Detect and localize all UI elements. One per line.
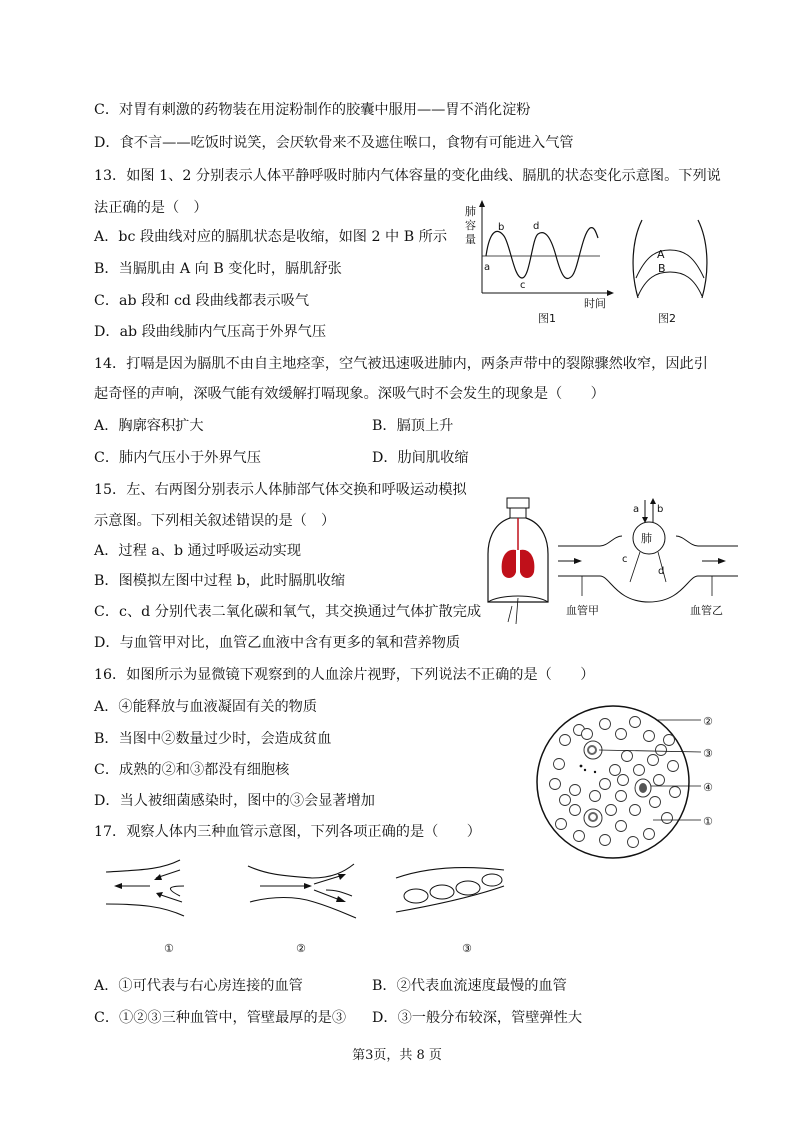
page-footer: 第3页，共 8 页	[352, 1048, 442, 1063]
question-13-stem: 13．如图 1、2 分别表示人体平静呼吸时肺内气体容量的变化曲线、膈肌的状态变化示意图。下列说	[94, 168, 721, 184]
q14-option-c: C．肺内气压小于外界气压	[94, 450, 261, 466]
red-blood-cell	[628, 837, 639, 848]
red-blood-cell	[616, 791, 627, 802]
question-17-stem: 17．观察人体内三种血管示意图，下列各项正确的是（ ）	[94, 824, 481, 840]
platelet	[580, 765, 583, 768]
diaphragm-state-a	[636, 250, 704, 278]
red-blood-cell	[554, 759, 565, 770]
red-blood-cell	[644, 731, 655, 742]
red-blood-cell	[670, 787, 681, 798]
red-blood-cell	[570, 805, 581, 816]
figure-16	[535, 700, 725, 865]
fig13-ylabel-2: 容	[465, 219, 476, 232]
figure-15	[480, 492, 740, 632]
red-blood-cell	[644, 829, 655, 840]
fig13-ylabel-1: 肺	[465, 205, 476, 218]
point-d-label: d	[533, 221, 540, 232]
lung-label: 肺	[641, 532, 652, 545]
red-blood-cell	[618, 775, 629, 786]
red-blood-cell	[630, 805, 641, 816]
vessel-label-1: ①	[164, 942, 174, 955]
red-blood-cell	[664, 735, 675, 746]
red-blood-cell	[600, 835, 611, 846]
thorax-outline	[633, 220, 707, 298]
q13-option-b: B．当膈肌由 A 向 B 变化时，膈肌舒张	[94, 261, 342, 277]
q14-option-d: D．肋间肌收缩	[372, 450, 469, 466]
q15-option-d: D．与血管甲对比，血管乙血液中含有更多的氧和营养物质	[94, 635, 461, 651]
vessel-3	[396, 868, 504, 912]
red-blood-cell	[590, 791, 601, 802]
point-a-label: a	[484, 262, 491, 273]
q14-option-b: B．膈顶上升	[372, 418, 454, 434]
q13-option-a: A．bc 段曲线对应的膈肌状态是收缩，如图 2 中 B 所示	[94, 229, 448, 245]
red-blood-cell	[648, 755, 659, 766]
q15-option-a: A．过程 a、b 通过呼吸运动实现	[94, 543, 302, 559]
diaphragm-label-b: B	[658, 262, 666, 275]
fig13-caption-2: 图2	[658, 312, 676, 325]
red-blood-cell	[570, 785, 581, 796]
q13-option-c: C．ab 段和 cd 段曲线都表示吸气	[94, 293, 310, 309]
q15-option-b: B．图模拟左图中过程 b，此时膈肌收缩	[94, 573, 346, 589]
q17-option-c: C．①②③三种血管中，管壁最厚的是③	[94, 1010, 347, 1026]
red-blood-cell	[550, 779, 561, 790]
q15-option-c: C．c、d 分别代表二氧化碳和氧气，其交换通过气体扩散完成	[94, 604, 482, 620]
option-c-q12: C．对胃有刺激的药物装在用淀粉制作的胶囊中服用——胃不消化淀粉	[94, 102, 531, 118]
red-blood-cell	[630, 717, 641, 728]
diaphragm-label-a: A	[657, 248, 665, 261]
vessel-1	[106, 860, 184, 916]
red-blood-cell	[622, 751, 633, 762]
figure-17	[100, 856, 520, 964]
white-blood-cell-2	[584, 809, 602, 827]
label-2: ②	[703, 715, 713, 728]
label-3: ③	[703, 747, 713, 760]
fig13-caption-1: 图1	[538, 312, 556, 325]
vessel-yi-label: 血管乙	[690, 604, 723, 617]
red-blood-cell	[634, 765, 645, 776]
process-d-label: d	[658, 566, 665, 577]
red-blood-cell	[600, 779, 611, 790]
red-blood-cell	[600, 719, 611, 730]
red-blood-cell	[606, 805, 617, 816]
red-blood-cell	[574, 831, 585, 842]
question-15-stem-2: 示意图。下列相关叙述错误的是（ ）	[94, 513, 336, 529]
red-blood-cell	[560, 735, 571, 746]
q16-option-a: A．④能释放与血液凝固有关的物质	[94, 699, 318, 715]
q13-option-d: D．ab 段曲线肺内气压高于外界气压	[94, 324, 327, 340]
red-blood-cell	[616, 729, 627, 740]
process-a-label: a	[633, 504, 640, 515]
red-blood-cell	[610, 765, 621, 776]
vessel-label-3: ③	[462, 942, 472, 955]
label-1: ①	[703, 815, 713, 828]
question-14-stem-2: 起奇怪的声响，深吸气能有效缓解打嗝现象。深吸气时不会发生的现象是（ ）	[94, 386, 605, 402]
q14-option-a: A．胸廓容积扩大	[94, 418, 204, 434]
q17-option-d: D．③一般分布较深，管壁弹性大	[372, 1010, 583, 1026]
q17-option-a: A．①可代表与右心房连接的血管	[94, 978, 303, 994]
process-b-label: b	[657, 504, 664, 515]
q16-option-b: B．当图中②数量过少时，会造成贫血	[94, 731, 332, 747]
lung-left	[502, 550, 516, 578]
vessel-jia-label: 血管甲	[566, 604, 599, 617]
option-d-q12: D．食不言——吃饭时说笑，会厌软骨来不及遮住喉口，食物有可能进入气管	[94, 135, 574, 151]
red-blood-cell	[668, 761, 679, 772]
process-c-label: c	[622, 554, 628, 565]
point-c-label: c	[520, 280, 526, 291]
diaphragm-state-b	[638, 272, 702, 296]
fig13-xlabel: 时间	[584, 297, 606, 310]
question-16-stem: 16．如图所示为显微镜下观察到的人血涂片视野，下列说法不正确的是（ ）	[94, 667, 595, 683]
red-blood-cell	[556, 819, 567, 830]
q16-option-d: D．当人被细菌感染时，图中的③会显著增加	[94, 793, 375, 809]
q16-option-c: C．成熟的②和③都没有细胞核	[94, 762, 290, 778]
fig13-ylabel-3: 量	[465, 233, 476, 246]
lung-volume-curve	[486, 228, 598, 279]
red-blood-cell	[560, 795, 571, 806]
lung-right	[520, 550, 534, 578]
red-blood-cell	[582, 729, 593, 740]
red-blood-cell	[650, 797, 661, 808]
figure-13	[460, 198, 720, 328]
red-blood-cell	[662, 813, 673, 824]
label-4: ④	[703, 781, 713, 794]
q17-option-b: B．②代表血流速度最慢的血管	[372, 978, 567, 994]
red-blood-cell	[616, 821, 627, 832]
vessel-label-2: ②	[296, 942, 306, 955]
question-15-stem: 15．左、右两图分别表示人体肺部气体交换和呼吸运动模拟	[94, 482, 467, 498]
point-b-label: b	[498, 222, 505, 233]
vessel-2	[248, 864, 356, 918]
red-blood-cell	[654, 775, 665, 786]
red-blood-cell	[656, 745, 667, 756]
question-14-stem: 14．打嗝是因为膈肌不由自主地痉挛，空气被迅速吸进肺内，两条声带中的裂隙骤然收窄，因此引	[94, 356, 708, 372]
question-13-stem-2: 法正确的是（ ）	[94, 200, 208, 216]
